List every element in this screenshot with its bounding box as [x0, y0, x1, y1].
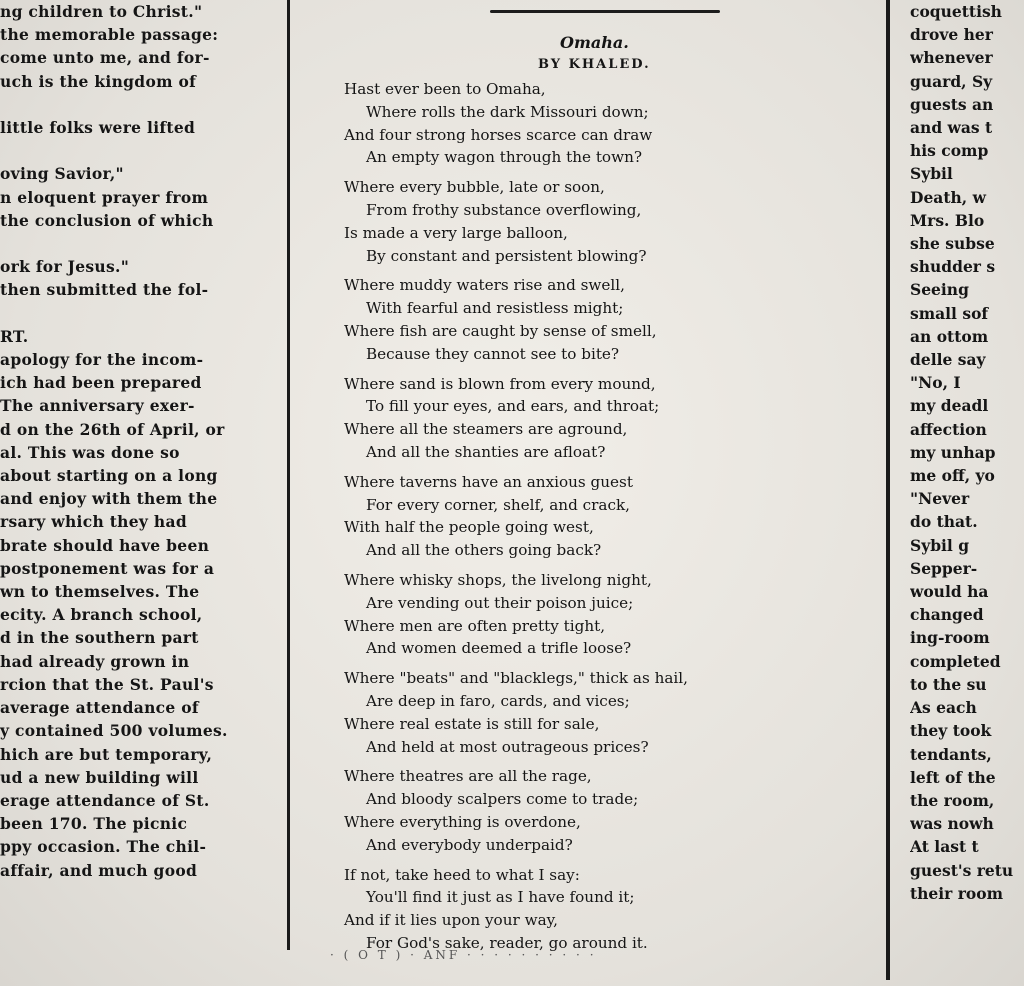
left-column-line: ork for Jesus." [0, 257, 130, 277]
poem-title: Omaha. [560, 33, 629, 52]
left-column-line: n eloquent prayer from [0, 187, 209, 207]
left-column-line: ich had been prepared [0, 373, 202, 393]
left-column-line: little folks were lifted [0, 118, 196, 138]
poem-line: Where sand is blown from every mound, [344, 374, 656, 393]
left-column-line: ud a new building will [0, 767, 199, 787]
left-column-line: brate should have been [0, 535, 210, 555]
right-column-line: do that. [910, 512, 978, 532]
poem-byline: BY KHALED. [538, 57, 651, 72]
left-column-line: come unto me, and for- [0, 48, 210, 68]
column-rule-left [287, 0, 290, 950]
header-rule [490, 10, 720, 13]
poem-line: By constant and persistent blowing? [366, 246, 647, 265]
left-column-line: rcion that the St. Paul's [0, 674, 214, 694]
left-column-line [0, 139, 290, 162]
right-column-line: Seeing [910, 280, 969, 300]
right-column-line: she subse [910, 234, 995, 254]
right-column-line: they took [910, 721, 992, 741]
right-column-line: affection [910, 419, 987, 439]
right-column-line: my deadl [910, 396, 989, 416]
right-column-line: left of the [910, 767, 996, 787]
left-column-line: apology for the incom- [0, 350, 204, 370]
right-column-line: Sepper- [910, 558, 978, 578]
poem-column [300, 0, 885, 986]
right-column-line: guests an [910, 94, 994, 114]
left-column-line: been 170. The picnic [0, 814, 188, 834]
poem-line: Where "beats" and "blacklegs," thick as hail, [344, 669, 688, 688]
poem-line: If not, take heed to what I say: [344, 865, 580, 884]
poem-body [344, 78, 688, 962]
stanza-gap [344, 366, 688, 373]
left-column-line: wn to themselves. The [0, 582, 200, 602]
left-column-line: ecity. A branch school, [0, 605, 203, 625]
poem-line: Where men are often pretty tight, [344, 616, 606, 635]
stanza-gap [344, 857, 688, 864]
left-column-line: ng children to Christ." [0, 2, 203, 21]
right-column-line: "Never [910, 489, 970, 509]
left-column-line: oving Savior," [0, 164, 124, 184]
poem-line: Where theatres are all the rage, [344, 767, 592, 786]
poem-line: Where taverns have an anxious guest [344, 472, 633, 491]
left-column-line: postponement was for a [0, 558, 215, 578]
poem-line: Where real estate is still for sale, [344, 714, 600, 733]
right-column-line: Sybil [910, 164, 953, 184]
right-column-line: was nowh [910, 814, 994, 834]
left-column-line: ppy occasion. The chil- [0, 837, 207, 857]
right-column-line: guard, Sy [910, 71, 993, 91]
right-column-line: At last t [910, 837, 979, 857]
right-column-line: As each [910, 698, 977, 718]
right-column-line: small sof [910, 303, 989, 323]
column-rule-right [886, 0, 890, 980]
left-column-line [0, 302, 290, 325]
stanza-gap [344, 758, 688, 765]
poem-line: From frothy substance overflowing, [366, 200, 642, 219]
poem-line: Because they cannot see to bite? [366, 344, 620, 363]
right-column-line: and was t [910, 118, 993, 138]
poem-line: And if it lies upon your way, [344, 911, 559, 930]
poem-line: An empty wagon through the town? [366, 148, 643, 167]
left-column-line: erage attendance of St. [0, 790, 210, 810]
left-column-line: affair, and much good [0, 860, 198, 880]
left-column-article [0, 0, 290, 882]
poem-line: And everybody underpaid? [366, 835, 573, 854]
left-column-line: d in the southern part [0, 628, 199, 648]
right-column-line: the room, [910, 790, 995, 810]
left-column-line: the memorable passage: [0, 25, 219, 45]
left-column-line: y contained 500 volumes. [0, 721, 228, 741]
right-column-line: me off, yo [910, 466, 995, 486]
right-column-line: his comp [910, 141, 989, 161]
left-column-line: rsary which they had [0, 512, 187, 532]
poem-line: With half the people going west, [344, 518, 594, 537]
right-column-line: Sybil g [910, 535, 970, 555]
right-column-line: tendants, [910, 744, 992, 764]
left-column-line: hich are but temporary, [0, 744, 213, 764]
right-column-line: their room [910, 883, 1003, 903]
left-column-line: al. This was done so [0, 442, 180, 462]
right-column-line: Mrs. Blo [910, 210, 985, 230]
left-column-line: The anniversary exer- [0, 396, 195, 416]
poem-line: Where every bubble, late or soon, [344, 178, 605, 197]
poem-line: And all the others going back? [366, 541, 602, 560]
left-column-line: about starting on a long [0, 466, 218, 486]
right-column-line: to the su [910, 674, 987, 694]
stanza-gap [344, 169, 688, 176]
stanza-gap [344, 464, 688, 471]
poem-line: To fill your eyes, and ears, and throat; [366, 397, 660, 416]
stanza-gap [344, 562, 688, 569]
left-column-line: the conclusion of which [0, 210, 214, 230]
right-column-line: drove her [910, 25, 993, 45]
poem-line: For God's sake, reader, go around it. [366, 933, 648, 952]
right-column-line: an ottom [910, 326, 989, 346]
footer-smudges: · ( O T ) · ANF · · · · · · · · · · [330, 948, 597, 962]
right-column-line: Death, w [910, 187, 986, 207]
left-column-line [0, 232, 290, 255]
poem-line: Where whisky shops, the livelong night, [344, 570, 652, 589]
poem-line: Are deep in faro, cards, and vices; [366, 691, 630, 710]
poem-line: And four strong horses scarce can draw [344, 125, 653, 144]
poem-line: And women deemed a trifle loose? [366, 639, 632, 658]
right-column-line: delle say [910, 350, 986, 370]
right-column-line: ing-room [910, 628, 990, 648]
right-column-line: guest's retu [910, 860, 1014, 880]
poem-line: With fearful and resistless might; [366, 299, 624, 318]
poem-line: Where muddy waters rise and swell, [344, 276, 625, 295]
right-column-line: my unhap [910, 442, 996, 462]
left-column-line: had already grown in [0, 651, 190, 671]
left-column-line [0, 93, 290, 116]
right-column-article [910, 0, 1024, 905]
poem-line: Where rolls the dark Missouri down; [366, 102, 649, 121]
poem-line: And bloody scalpers come to trade; [366, 790, 639, 809]
left-column-line: RT. [0, 326, 29, 346]
poem-line: Where all the steamers are aground, [344, 420, 628, 439]
poem-line: Hast ever been to Omaha, [344, 80, 546, 98]
right-column-line: would ha [910, 582, 989, 602]
right-column-line: "No, I [910, 373, 961, 393]
right-column-line: changed [910, 605, 984, 625]
poem-line: And all the shanties are afloat? [366, 442, 606, 461]
poem-line: For every corner, shelf, and crack, [366, 495, 630, 514]
left-column-line: then submitted the fol- [0, 280, 209, 300]
poem-line: Is made a very large balloon, [344, 223, 568, 242]
poem-line: Where fish are caught by sense of smell, [344, 321, 657, 340]
stanza-gap [344, 660, 688, 667]
right-column-line: shudder s [910, 257, 996, 277]
right-column-line: coquettish [910, 2, 1002, 21]
stanza-gap [344, 267, 688, 274]
left-column-line: and enjoy with them the [0, 489, 218, 509]
poem-line: You'll find it just as I have found it; [366, 888, 635, 907]
right-column-line: whenever [910, 48, 993, 68]
poem-line: Where everything is overdone, [344, 812, 581, 831]
left-column-line: d on the 26th of April, or [0, 419, 225, 439]
poem-line: Are vending out their poison juice; [366, 593, 634, 612]
left-column-line: average attendance of [0, 698, 199, 718]
right-column-line: completed [910, 651, 1001, 671]
poem-line: And held at most outrageous prices? [366, 737, 649, 756]
left-column-line: uch is the kingdom of [0, 71, 197, 91]
